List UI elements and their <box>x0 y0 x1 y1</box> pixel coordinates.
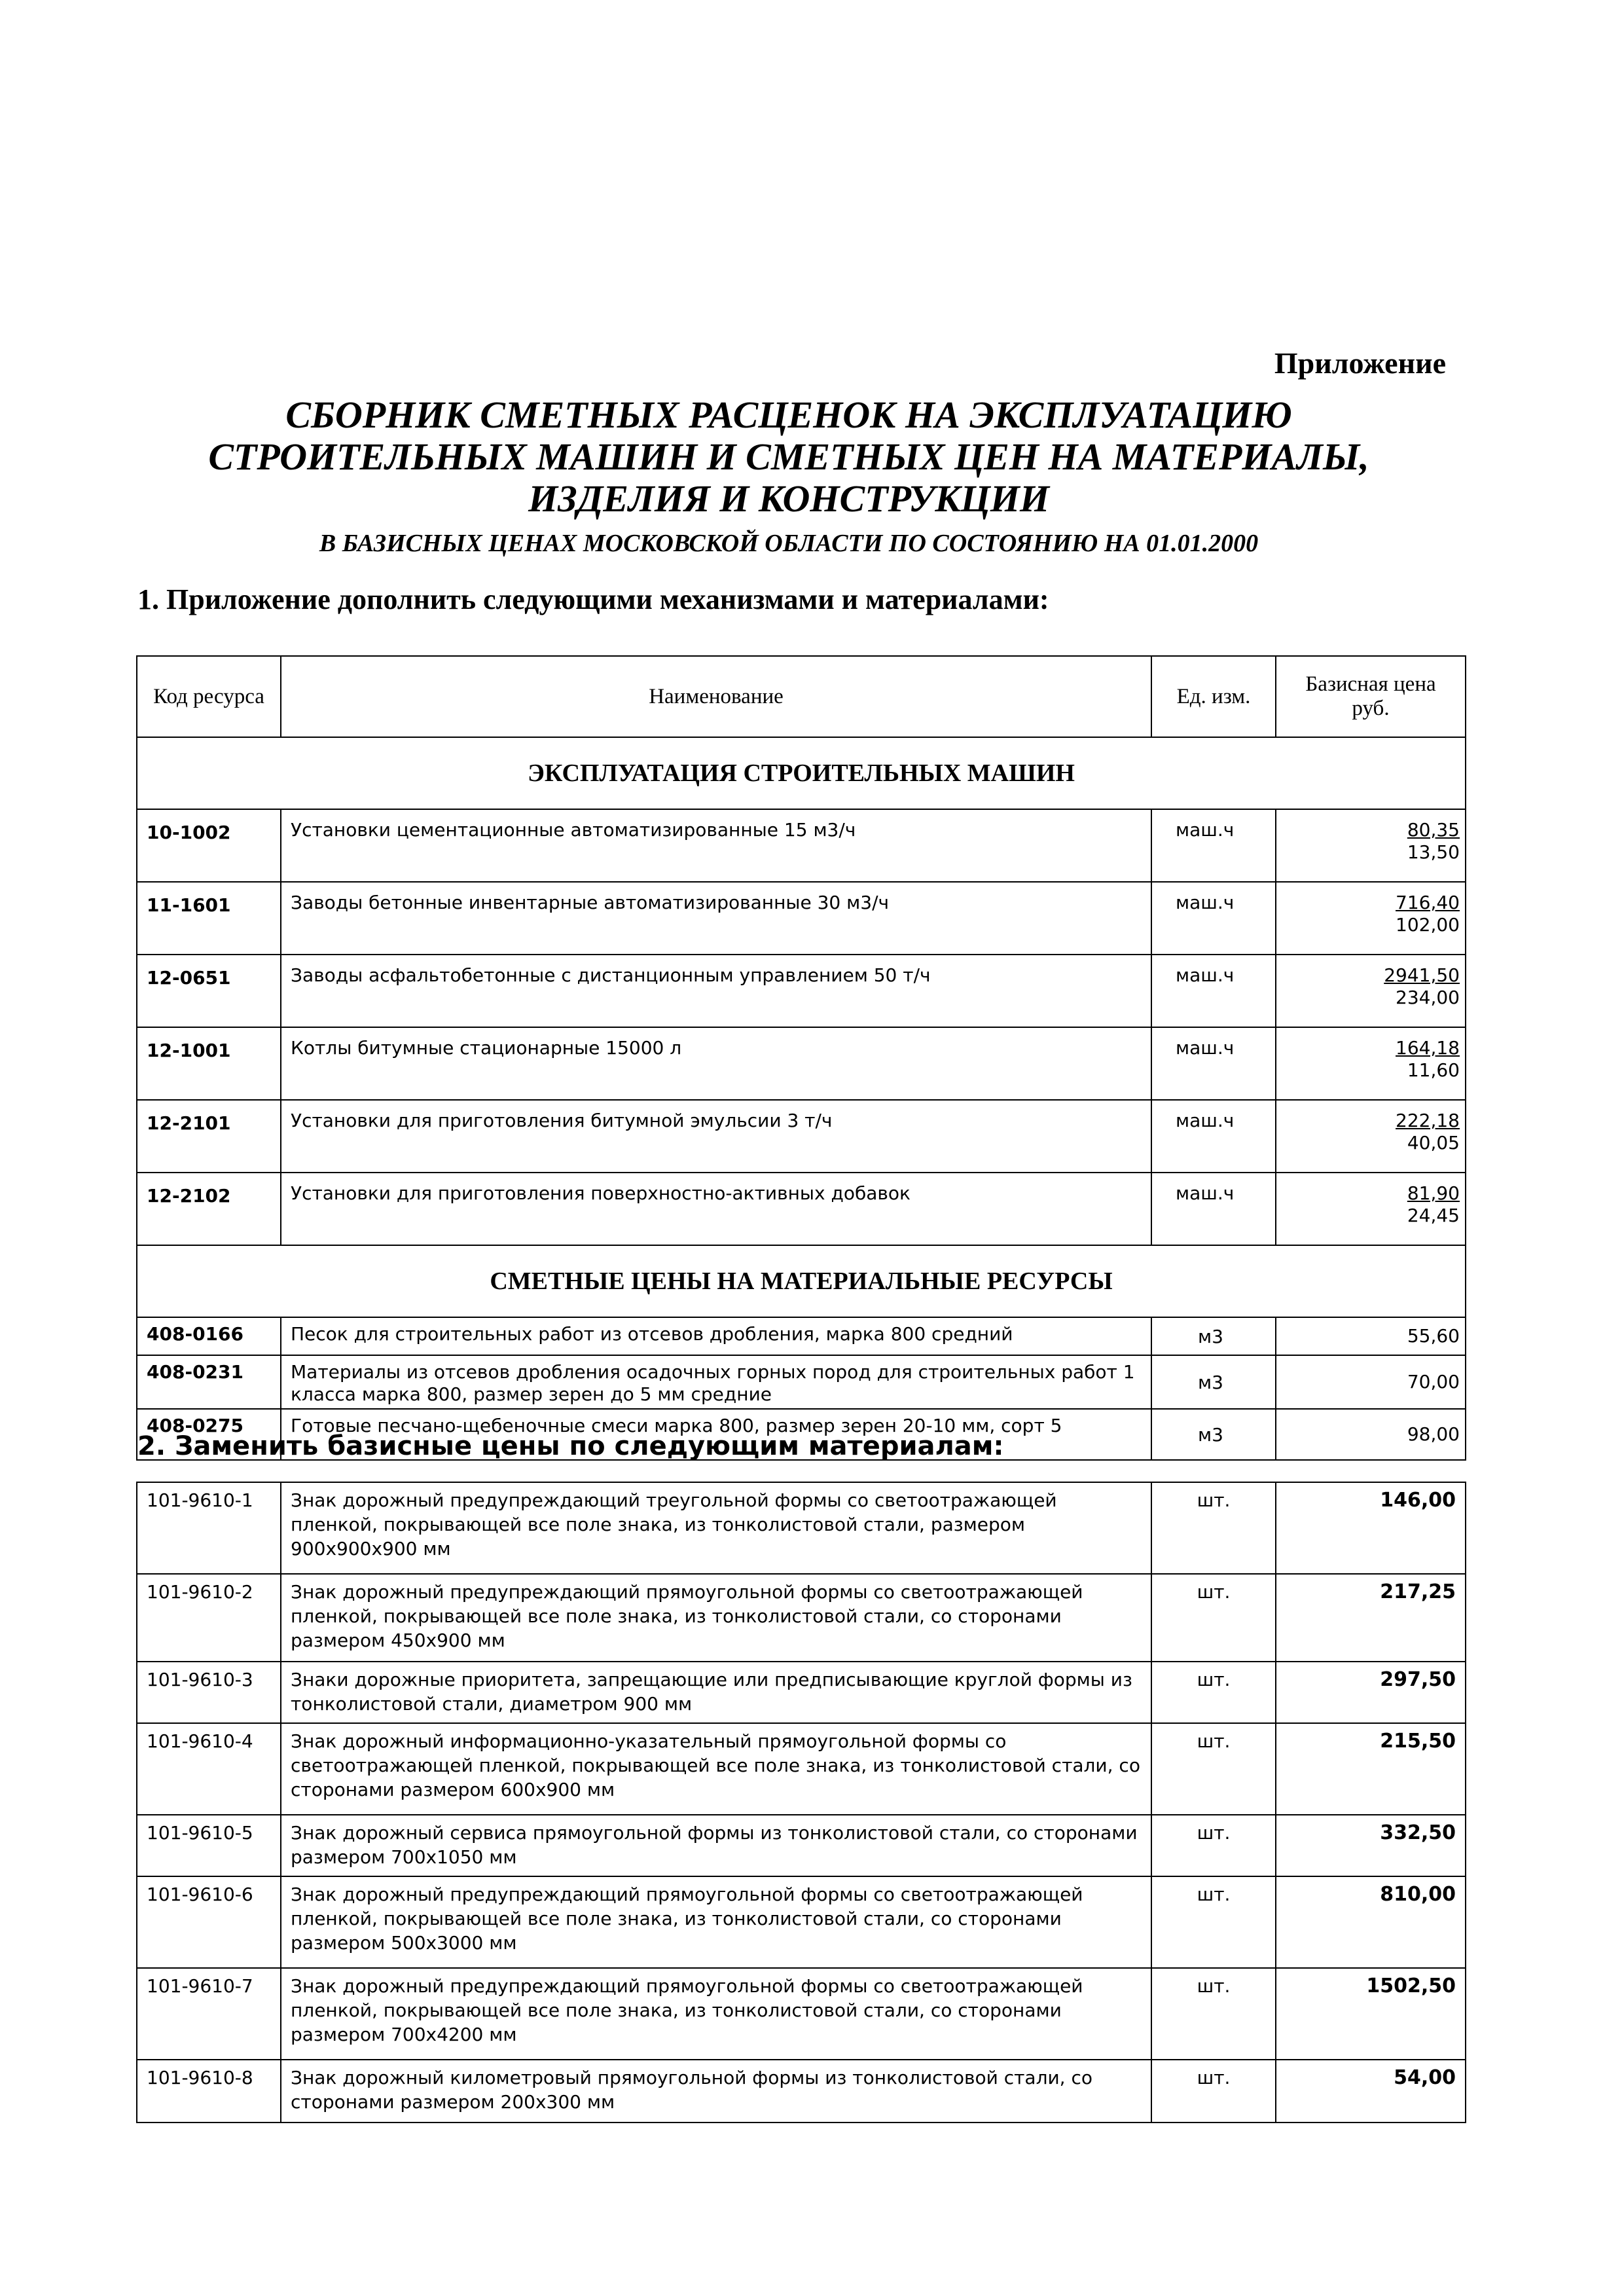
resource-unit: м3 <box>1151 1355 1276 1409</box>
machine-row <box>137 882 1466 955</box>
material-name: Знак дорожный предупреждающий треугольной формы со светоотражающей пленкой, покрывающей все поле знака, из тонколистовой стали, размером 900x900x900 мм <box>281 1482 1151 1574</box>
resource-price <box>1276 1027 1466 1100</box>
material-name: Знак дорожный сервиса прямоугольной формы из тонколистовой стали, со сторонами размером 700x1050 мм <box>281 1815 1151 1876</box>
table-header-row <box>137 656 1466 737</box>
resource-price <box>1276 1173 1466 1245</box>
column-header-name: Наименование <box>281 656 1151 737</box>
document-title <box>137 394 1440 520</box>
material-unit: шт. <box>1151 1815 1276 1876</box>
resource-name: Заводы бетонные инвентарные автоматизированные 30 м3/ч <box>281 882 1151 955</box>
section-title-row <box>137 1245 1466 1317</box>
resource-unit: маш.ч <box>1151 882 1276 955</box>
price-total: 81,90 <box>1407 1182 1460 1204</box>
column-header-unit: Ед. изм. <box>1151 656 1276 737</box>
resource-code: 12-0651 <box>137 955 281 1027</box>
material-unit: шт. <box>1151 1574 1276 1662</box>
resource-code: 11-1601 <box>137 882 281 955</box>
material-code: 101-9610-4 <box>137 1723 281 1815</box>
material-name: Знак дорожный предупреждающий прямоугольной формы со светоотражающей пленкой, покрывающей все поле знака, из тонколистовой стали, со сторонами размером 700x4200 мм <box>281 1968 1151 2060</box>
material-code: 101-9610-1 <box>137 1482 281 1574</box>
resource-code: 408-0166 <box>137 1317 281 1355</box>
machines-section-title: ЭКСПЛУАТАЦИЯ СТРОИТЕЛЬНЫХ МАШИН <box>137 737 1466 809</box>
section2-heading: 2. Заменить базисные цены по следующим материалам: <box>137 1431 1004 1461</box>
price-total: 164,18 <box>1396 1037 1460 1059</box>
resource-code: 12-2101 <box>137 1100 281 1173</box>
section-title-row <box>137 737 1466 809</box>
material-price: 217,25 <box>1276 1574 1466 1662</box>
resource-name: Установки для приготовления поверхностно-активных добавок <box>281 1173 1151 1245</box>
material-price-row <box>137 1968 1466 2060</box>
material-price: 332,50 <box>1276 1815 1466 1876</box>
material-price-row <box>137 2060 1466 2123</box>
replacement-rows <box>137 1482 1466 2123</box>
material-price-row <box>137 1723 1466 1815</box>
resource-name: Готовые песчано-щебеночные смеси марка 800, размер зерен 20-10 мм, сорт 5 <box>281 1409 1151 1460</box>
resource-name: Заводы асфальтобетонные с дистанционным управлением 50 т/ч <box>281 955 1151 1027</box>
material-name: Знак дорожный предупреждающий прямоугольной формы со светоотражающей пленкой, покрывающей все поле знака, из тонколистовой стали, со сторонами размером 500x3000 мм <box>281 1876 1151 1968</box>
material-code: 101-9610-8 <box>137 2060 281 2123</box>
material-name: Знак дорожный информационно-указательный прямоугольной формы со светоотражающей пленкой, покрывающей все поле знака, из тонколистовой стали, со сторонами размером 600x900 мм <box>281 1723 1151 1815</box>
resource-code: 10-1002 <box>137 809 281 882</box>
resource-name: Котлы битумные стационарные 15000 л <box>281 1027 1151 1100</box>
resource-unit: маш.ч <box>1151 1173 1276 1245</box>
material-price-row <box>137 1574 1466 1662</box>
material-price: 1502,50 <box>1276 1968 1466 2060</box>
material-code: 101-9610-3 <box>137 1662 281 1723</box>
resource-unit: маш.ч <box>1151 809 1276 882</box>
column-header-price <box>1276 656 1466 737</box>
resource-name: Песок для строительных работ из отсевов дробления, марка 800 средний <box>281 1317 1151 1355</box>
material-price-row <box>137 1815 1466 1876</box>
resource-price <box>1276 1100 1466 1173</box>
price-wage: 11,60 <box>1407 1059 1460 1081</box>
material-price: 810,00 <box>1276 1876 1466 1968</box>
material-unit: шт. <box>1151 1876 1276 1968</box>
machine-row <box>137 809 1466 882</box>
column-header-code: Код ресурса <box>137 656 281 737</box>
appendix-label: Приложение <box>1274 346 1446 380</box>
price-wage: 40,05 <box>1407 1132 1460 1154</box>
resource-code: 12-1001 <box>137 1027 281 1100</box>
material-price: 215,50 <box>1276 1723 1466 1815</box>
resource-name: Материалы из отсевов дробления осадочных горных пород для строительных работ 1 класса марка 800, размер зерен до 5 мм средние <box>281 1355 1151 1409</box>
material-price-row <box>137 1876 1466 1968</box>
material-price: 54,00 <box>1276 2060 1466 2123</box>
material-row <box>137 1355 1466 1409</box>
column-header-price-line1: Базисная цена <box>1305 672 1436 696</box>
resource-code: 12-2102 <box>137 1173 281 1245</box>
resource-price <box>1276 809 1466 882</box>
replacement-prices-table <box>136 1482 1466 2123</box>
machine-row <box>137 1027 1466 1100</box>
price-wage: 102,00 <box>1396 914 1460 936</box>
resource-unit: маш.ч <box>1151 955 1276 1027</box>
resource-code: 408-0231 <box>137 1355 281 1409</box>
column-header-price-line2: руб. <box>1352 697 1390 720</box>
resource-price <box>1276 955 1466 1027</box>
material-price: 297,50 <box>1276 1662 1466 1723</box>
material-code: 101-9610-7 <box>137 1968 281 2060</box>
price-wage: 24,45 <box>1407 1205 1460 1226</box>
price-total: 2941,50 <box>1384 964 1460 986</box>
section1-heading: 1. Приложение дополнить следующими механизмами и материалами: <box>137 583 1049 615</box>
material-unit: шт. <box>1151 2060 1276 2123</box>
resource-unit: м3 <box>1151 1409 1276 1460</box>
price-wage: 234,00 <box>1396 987 1460 1008</box>
machine-row <box>137 1173 1466 1245</box>
material-price-row <box>137 1482 1466 1574</box>
resource-price <box>1276 882 1466 955</box>
document-subtitle: В БАЗИСНЫХ ЦЕНАХ МОСКОВСКОЙ ОБЛАСТИ ПО СОСТОЯНИЮ НА 01.01.2000 <box>319 530 1259 557</box>
material-unit: шт. <box>1151 1723 1276 1815</box>
machine-row <box>137 1100 1466 1173</box>
resources-table <box>136 655 1466 1461</box>
title-line: СТРОИТЕЛЬНЫХ МАШИН И СМЕТНЫХ ЦЕН НА МАТЕРИАЛЫ, <box>208 435 1369 478</box>
material-name: Знаки дорожные приоритета, запрещающие или предписывающие круглой формы из тонколистовой стали, диаметром 900 мм <box>281 1662 1151 1723</box>
material-price: 146,00 <box>1276 1482 1466 1574</box>
resource-price: 55,60 <box>1276 1317 1466 1355</box>
resource-price: 70,00 <box>1276 1355 1466 1409</box>
material-code: 101-9610-5 <box>137 1815 281 1876</box>
resource-unit: маш.ч <box>1151 1027 1276 1100</box>
material-unit: шт. <box>1151 1482 1276 1574</box>
price-total: 716,40 <box>1396 892 1460 913</box>
machine-row <box>137 955 1466 1027</box>
material-code: 101-9610-6 <box>137 1876 281 1968</box>
title-line: ИЗДЕЛИЯ И КОНСТРУКЦИИ <box>528 477 1049 520</box>
price-total: 222,18 <box>1396 1110 1460 1131</box>
machines-rows <box>137 809 1466 1245</box>
price-wage: 13,50 <box>1407 841 1460 863</box>
material-code: 101-9610-2 <box>137 1574 281 1662</box>
resource-price: 98,00 <box>1276 1409 1466 1460</box>
resource-name: Установки для приготовления битумной эмульсии 3 т/ч <box>281 1100 1151 1173</box>
material-unit: шт. <box>1151 1662 1276 1723</box>
resource-unit: м3 <box>1151 1317 1276 1355</box>
resource-name: Установки цементационные автоматизированные 15 м3/ч <box>281 809 1151 882</box>
material-row <box>137 1317 1466 1355</box>
price-total: 80,35 <box>1407 819 1460 841</box>
title-line: СБОРНИК СМЕТНЫХ РАСЦЕНОК НА ЭКСПЛУАТАЦИЮ <box>285 393 1292 436</box>
material-name: Знак дорожный предупреждающий прямоугольной формы со светоотражающей пленкой, покрывающей все поле знака, из тонколистовой стали, со сторонами размером 450x900 мм <box>281 1574 1151 1662</box>
resource-unit: маш.ч <box>1151 1100 1276 1173</box>
materials-section-title: СМЕТНЫЕ ЦЕНЫ НА МАТЕРИАЛЬНЫЕ РЕСУРСЫ <box>137 1245 1466 1317</box>
material-price-row <box>137 1662 1466 1723</box>
material-name: Знак дорожный километровый прямоугольной формы из тонколистовой стали, со сторонами размером 200x300 мм <box>281 2060 1151 2123</box>
resource-code: 408-0275 <box>137 1409 281 1460</box>
material-unit: шт. <box>1151 1968 1276 2060</box>
